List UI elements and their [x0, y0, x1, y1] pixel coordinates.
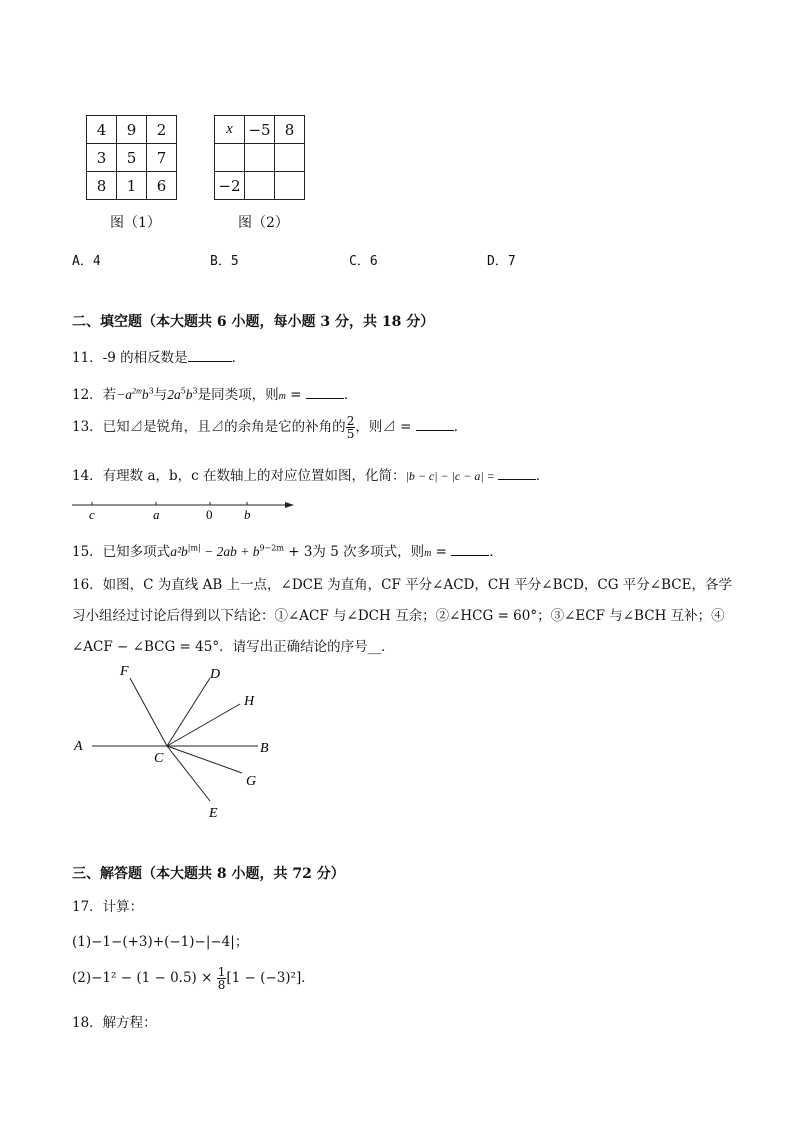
q15-exp2: 9−2m	[259, 543, 284, 553]
question-17-title: 17．计算：	[72, 899, 144, 915]
answer-blank	[306, 386, 344, 399]
q15-poly: a²b	[170, 544, 188, 559]
label-a: a	[153, 507, 160, 522]
label-h: H	[244, 694, 255, 709]
number-line	[70, 494, 300, 524]
question-15	[72, 540, 503, 560]
grid1-cell: 7	[147, 144, 177, 172]
grid2-cell: 8	[275, 116, 305, 144]
q14-pre: 14．有理数 a，b，c 在数轴上的对应位置如图，化简：	[72, 468, 406, 484]
question-13	[72, 415, 467, 440]
grid2-cell	[275, 172, 305, 200]
grid2-cell: x	[215, 116, 245, 144]
magic-square-grid-1	[86, 115, 177, 200]
q12-term2: 2a	[167, 387, 181, 402]
grid2-cell: −5	[245, 116, 275, 144]
ray-ch	[167, 704, 240, 746]
fraction-denominator: 5	[346, 427, 355, 441]
q13-post: ，则⊿ =	[355, 419, 416, 435]
option-c: C．6	[349, 254, 378, 269]
grid2-caption: 图（2）	[238, 215, 289, 231]
label-d: D	[210, 667, 221, 682]
grid2-cell	[245, 144, 275, 172]
q12-pre: 12．若	[72, 387, 117, 403]
label-a: A	[74, 739, 83, 754]
grid2-cell	[275, 144, 305, 172]
grid2-cell	[215, 144, 245, 172]
fraction-two-fifths	[346, 415, 356, 440]
q15-end: ．	[489, 544, 503, 560]
section-2-title: 二、填空题（本大题共 6 小题，每小题 3 分，共 18 分）	[72, 314, 435, 330]
label-b: b	[244, 507, 251, 522]
grid1-caption: 图（1）	[110, 215, 161, 231]
grid1-cell: 4	[87, 116, 117, 144]
fraction-numerator: 1	[217, 965, 226, 979]
q14-expr: |b − c| − |c − a| =	[405, 469, 498, 483]
q15-pre: 15．已知多项式	[72, 544, 171, 560]
q12-bexp1: 3	[148, 386, 154, 396]
label-b: B	[260, 741, 269, 756]
option-b: B．5	[210, 254, 239, 269]
q13-end: ．	[453, 419, 468, 435]
grid1-cell: 5	[117, 144, 147, 172]
q12-b2: b	[185, 387, 193, 402]
q12-eq: =	[285, 387, 306, 403]
q15-eq: =	[431, 544, 452, 560]
grid1-cell: 9	[117, 116, 147, 144]
question-16-line-1: 16．如图，C 为直线 AB 上一点，∠DCE 为直角，CF 平分∠ACD，CH 平分∠BCD，CG 平分∠BCE，各学	[72, 577, 732, 593]
grid2-cell	[245, 172, 275, 200]
option-d: D．7	[487, 254, 516, 269]
label-c: C	[154, 751, 164, 766]
label-zero: 0	[206, 507, 213, 522]
q15-mid: − 2ab + b	[200, 544, 260, 559]
section-3-title: 三、解答题（本大题共 8 小题，共 72 分）	[72, 866, 345, 882]
fraction-one-eighth	[217, 966, 227, 991]
q12-var: m	[278, 391, 286, 402]
q12-mid: 与	[153, 387, 168, 403]
q11-end: ．	[231, 350, 246, 366]
grid1-cell: 2	[147, 116, 177, 144]
question-14	[72, 464, 549, 484]
magic-square-grid-2	[214, 115, 305, 200]
question-16-line-3: ∠ACF − ∠BCG = 45°．请写出正确结论的序号__．	[72, 639, 395, 655]
question-12	[72, 383, 357, 403]
q12-b1: b	[141, 387, 149, 402]
question-18-title: 18．解方程：	[72, 1015, 157, 1031]
q12-post: 是同类项，则	[197, 387, 279, 403]
answer-blank	[451, 543, 489, 556]
grid1-cell: 6	[147, 172, 177, 200]
q12-term1: −a	[116, 387, 133, 402]
q14-end: ．	[535, 468, 550, 484]
q13-pre: 13．已知⊿是锐角，且⊿的余角是它的补角的	[72, 419, 346, 435]
q15-post: + 3为 5 次多项式，则	[283, 544, 425, 560]
q12-exp1: 2m	[132, 386, 142, 396]
answer-blank	[416, 418, 454, 431]
q17-part2-pre: (2)−1² − (1 − 0.5) ×	[72, 970, 217, 986]
label-f: F	[120, 664, 129, 679]
label-e: E	[209, 806, 218, 821]
angle-figure	[70, 660, 290, 825]
question-17-part-1: (1)−1−(+3)+(−1)−|−4|；	[72, 934, 249, 950]
option-a: A．4	[72, 254, 101, 269]
grid2-cell: −2	[215, 172, 245, 200]
label-g: G	[246, 774, 257, 789]
label-c: c	[89, 507, 95, 522]
q17-part2-post: [1 − (−3)²]．	[226, 970, 315, 986]
q15-var: m	[424, 548, 432, 559]
answer-blank	[498, 467, 536, 480]
fraction-denominator: 8	[217, 978, 226, 992]
question-17-part-2	[72, 966, 315, 991]
ray-cf	[130, 678, 167, 746]
q12-end: ．	[343, 387, 358, 403]
q11-text: 11．-9 的相反数是	[72, 350, 188, 366]
fraction-numerator: 2	[346, 414, 355, 428]
grid1-cell: 8	[87, 172, 117, 200]
q15-exp: |m|	[187, 543, 201, 553]
q12-exp2: 5	[180, 386, 186, 396]
question-11	[72, 346, 245, 366]
grid1-cell: 3	[87, 144, 117, 172]
q12-bexp2: 3	[192, 386, 198, 396]
arrow-icon	[285, 502, 294, 508]
answer-blank	[188, 349, 232, 362]
ray-cd	[167, 678, 210, 746]
grid1-cell: 1	[117, 172, 147, 200]
ray-cg	[167, 746, 242, 773]
question-16-line-2: 习小组经过讨论后得到以下结论：①∠ACF 与∠DCH 互余；②∠HCG = 60°；③∠ECF 与∠BCH 互补；④	[72, 608, 725, 624]
